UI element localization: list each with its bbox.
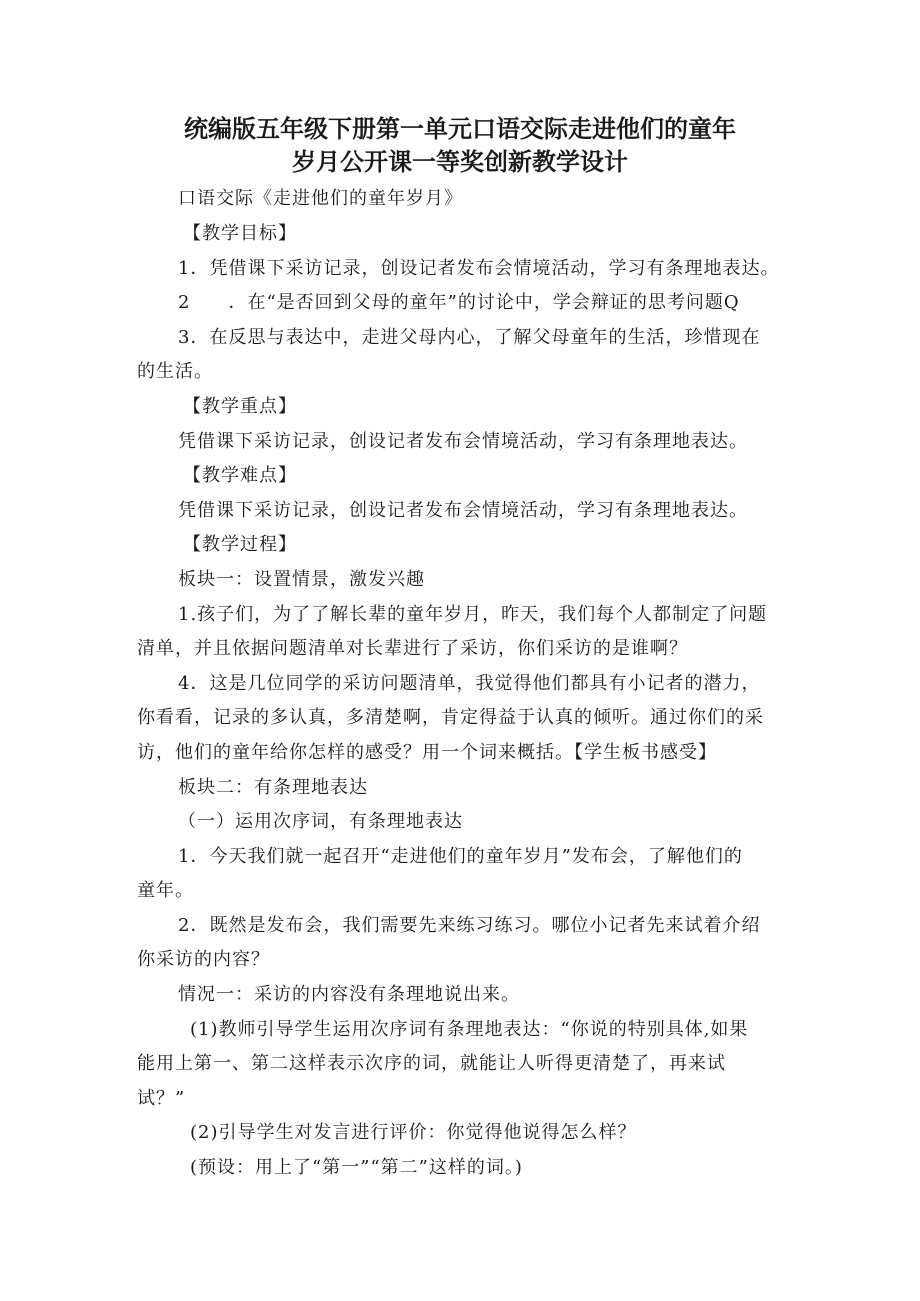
- paragraph-line: 1．今天我们就一起召开“走进他们的童年岁月”发布会，了解他们的: [178, 846, 743, 867]
- paragraph-line: 访，他们的童年给你怎样的感受？用一个词来概括。【学生板书感受】: [137, 742, 717, 763]
- subsection-heading: （一）运用次序词，有条理地表达: [178, 811, 463, 832]
- paragraph-line: 童年。: [137, 880, 194, 901]
- section-heading-process: 【教学过程】: [183, 534, 297, 555]
- paragraph-line: (预设：用上了“第一”“第二”这样的词。): [190, 1157, 523, 1178]
- objective-1: 1．凭借课下采访记录，创设记者发布会情境活动，学习有条理地表达。: [178, 258, 780, 279]
- paragraph-line: (2)引导学生对发言进行评价：你觉得他说得怎么样？: [190, 1122, 637, 1143]
- paragraph-line: 能用上第一、第二这样表示次序的词，就能让人听得更清楚了，再来试: [137, 1053, 726, 1074]
- objective-2: 2 ．在“是否回到父母的童年”的讨论中，学会辩证的思考问题Q: [178, 292, 740, 313]
- paragraph-line: 4．这是几位同学的采访问题清单，我觉得他们都具有小记者的潜力，: [178, 673, 761, 694]
- paragraph-line: 2．既然是发布会，我们需要先来练习练习。哪位小记者先来试着介绍: [178, 915, 761, 936]
- objective-3: 3．在反思与表达中，走进父母内心，了解父母童年的生活，珍惜现在: [178, 327, 761, 348]
- paragraph-line: 你采访的内容？: [137, 949, 270, 970]
- situation-heading: 情况一：采访的内容没有条理地说出来。: [178, 984, 520, 1005]
- paragraph-line: 1.孩子们，为了了解长辈的童年岁月，昨天，我们每个人都制定了问题: [178, 604, 768, 625]
- key-points-text: 凭借课下采访记录，创设记者发布会情境活动，学习有条理地表达。: [178, 431, 748, 452]
- lesson-name: 口语交际《走进他们的童年岁月》: [178, 188, 463, 209]
- section-heading-key-points: 【教学重点】: [183, 396, 297, 417]
- block-1-heading: 板块一：设置情景，激发兴趣: [178, 569, 425, 590]
- paragraph-line: (1)教师引导学生运用次序词有条理地表达：“你说的特别具体,如果: [190, 1019, 749, 1040]
- paragraph-line: 清单，并且依据问题清单对长辈进行了采访，你们采访的是谁啊？: [137, 638, 688, 659]
- paragraph-line: 你看看，记录的多认真，多清楚啊，肯定得益于认真的倾听。通过你们的采: [137, 707, 764, 728]
- section-heading-difficulties: 【教学难点】: [183, 465, 297, 486]
- difficulties-text: 凭借课下采访记录，创设记者发布会情境活动，学习有条理地表达。: [178, 500, 748, 521]
- paragraph-line: 试？”: [137, 1088, 186, 1109]
- objective-3-continued: 的生活。: [137, 361, 213, 382]
- section-heading-objectives: 【教学目标】: [183, 223, 297, 244]
- block-2-heading: 板块二：有条理地表达: [178, 777, 368, 798]
- document-title-line-2: 岁月公开课一等奖创新教学设计: [292, 148, 628, 176]
- document-title-line-1: 统编版五年级下册第一单元口语交际走进他们的童年: [184, 115, 736, 143]
